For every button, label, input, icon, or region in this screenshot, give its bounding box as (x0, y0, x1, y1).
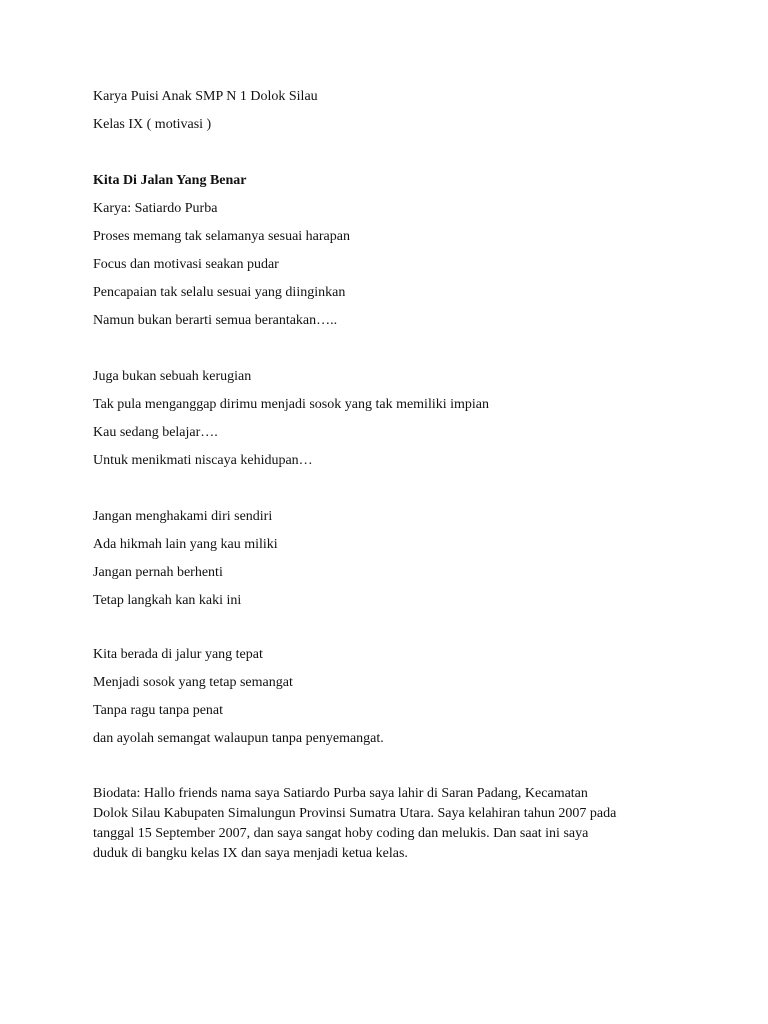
header-line-school: Karya Puisi Anak SMP N 1 Dolok Silau (93, 89, 318, 104)
poem-line: Tak pula menganggap dirimu menjadi sosok yang tak memiliki impian (93, 397, 489, 412)
biodata-line: Biodata: Hallo friends nama saya Satiardo Purba saya lahir di Saran Padang, Kecamatan (93, 786, 588, 801)
poem-title: Kita Di Jalan Yang Benar (93, 173, 247, 188)
poem-line: Kita berada di jalur yang tepat (93, 647, 263, 662)
poem-line: Proses memang tak selamanya sesuai harapan (93, 229, 350, 244)
poem-line: Tetap langkah kan kaki ini (93, 593, 242, 608)
poem-line: Jangan pernah berhenti (93, 565, 223, 580)
poem-line: Juga bukan sebuah kerugian (93, 369, 252, 384)
poem-line: Ada hikmah lain yang kau miliki (93, 537, 278, 552)
poem-line: Untuk menikmati niscaya kehidupan… (93, 453, 313, 468)
header-line-class: Kelas IX ( motivasi ) (93, 117, 212, 132)
poem-line: Focus dan motivasi seakan pudar (93, 257, 279, 272)
poem-author: Karya: Satiardo Purba (93, 201, 218, 216)
poem-line: Namun bukan berarti semua berantakan….. (93, 313, 338, 328)
document-page (93, 0, 693, 1024)
poem-line: Jangan menghakami diri sendiri (93, 509, 273, 524)
poem-line: Kau sedang belajar…. (93, 425, 218, 440)
poem-line: dan ayolah semangat walaupun tanpa penyemangat. (93, 731, 384, 746)
biodata-line: Dolok Silau Kabupaten Simalungun Provinsi Sumatra Utara. Saya kelahiran tahun 2007 pada (93, 806, 617, 821)
poem-line: Menjadi sosok yang tetap semangat (93, 675, 293, 690)
biodata-line: duduk di bangku kelas IX dan saya menjadi ketua kelas. (93, 846, 408, 861)
biodata-line: tanggal 15 September 2007, dan saya sangat hoby coding dan melukis. Dan saat ini saya (93, 826, 589, 841)
biodata-paragraph (93, 784, 693, 864)
poem-line: Tanpa ragu tanpa penat (93, 703, 224, 718)
poem-line: Pencapaian tak selalu sesuai yang diinginkan (93, 285, 346, 300)
